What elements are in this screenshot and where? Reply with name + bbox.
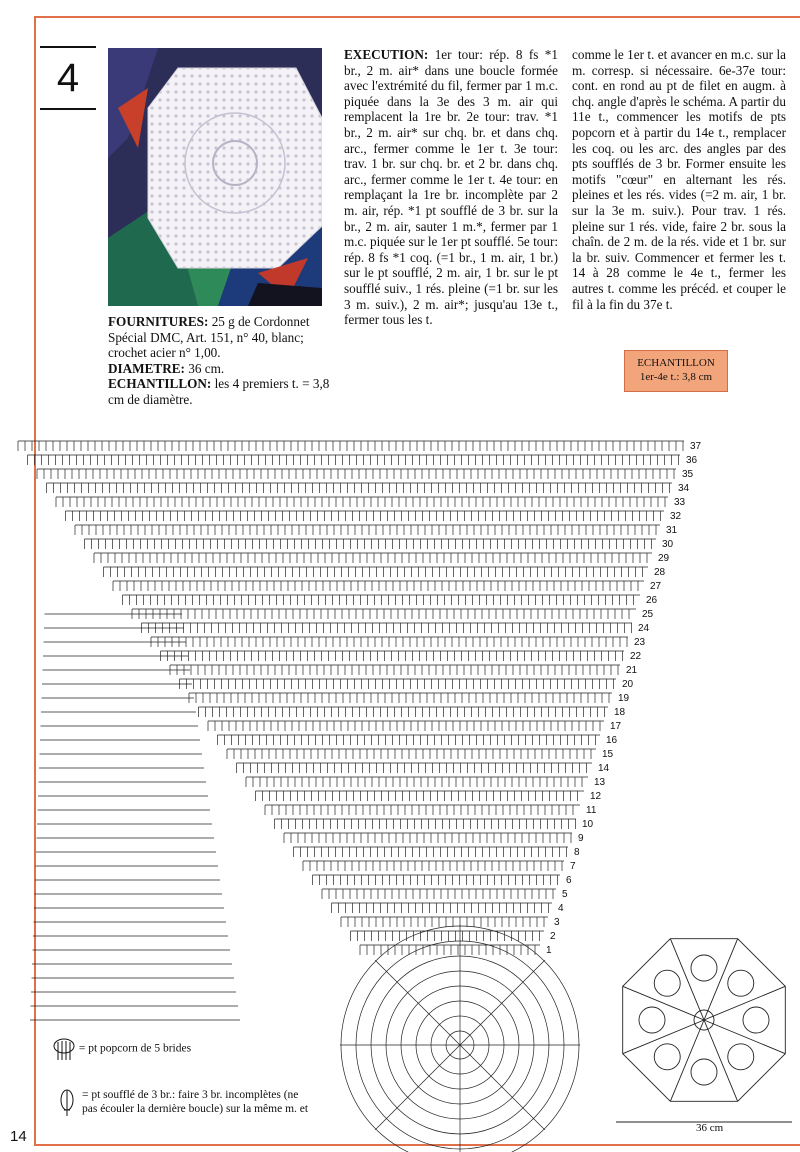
chart-row-number: 13: [594, 777, 606, 788]
page-number: 14: [10, 1128, 27, 1145]
execution-text-2: comme le 1er t. et avancer en m.c. sur la m. corresp. si nécessaire. 6e-37e tour: cont. en rond au pt de filet en augm. à chq. angle d'après le schéma. A partir du 11e t., commencer les motifs de pts popcorn et à partir du 14e t., remplacer les coq. ou les arc. des angles par des pts soufflés de 3 br. Former ensuite les motifs "cœur" en alternant les rés. pleines et les rés. vides (=2 m. air, 1 br. sur la 3e m. suiv.). Pour trav. 1 rés. pleine sur 1 rés. vide, faire 2 br. sous la chaîn. de 2 m. de la rés. vide et 1 br. sur la br. suiv. Commencer et fermer les t. 14 à 28 comme le 4e t., fermer les autres t. comme les précéd. et couper le fil à la fin du 37e t.: [572, 47, 786, 312]
chart-row-number: 33: [674, 497, 686, 508]
doily-schematic: [612, 926, 796, 1126]
chart-row-number: 2: [550, 931, 556, 942]
chart-row-number: 19: [618, 693, 630, 704]
chart-row-number: 8: [574, 847, 580, 858]
execution-column-2: [572, 47, 786, 312]
chart-row-number: 31: [666, 525, 678, 536]
sample-box-title: ECHANTILLON: [637, 357, 715, 369]
chart-row-number: 10: [582, 819, 594, 830]
schematic-heart-motif: [691, 1059, 717, 1085]
chart-row-number: 32: [670, 511, 682, 522]
echantillon-label: ECHANTILLON:: [108, 376, 212, 391]
fournitures-text: 25 g de Cordonnet Spécial DMC, Art. 151, n° 40, blanc; crochet acier n° 1,00.: [108, 314, 310, 360]
chart-row-number: 12: [590, 791, 602, 802]
schematic-heart-motif: [654, 970, 680, 996]
chart-row-number: 9: [578, 833, 584, 844]
schematic-heart-motif: [654, 1044, 680, 1070]
chart-row-number: 7: [570, 861, 576, 872]
legend-souffle-line2: pas écouler la dernière boucle) sur la même m. et: [82, 1103, 309, 1115]
chart-row-number: 34: [678, 483, 690, 494]
pattern-number: 4: [40, 46, 96, 110]
frame-top-line: [34, 16, 800, 18]
chart-row-number: 37: [690, 441, 702, 452]
legend-popcorn-text: = pt popcorn de 5 brides: [78, 1042, 192, 1055]
chart-row-number: 35: [682, 469, 694, 480]
chart-row-number: 25: [642, 609, 654, 620]
popcorn-stitch-icon: [52, 1036, 76, 1062]
chart-row-number: 1: [546, 945, 552, 956]
execution-column-1: [344, 47, 558, 328]
dimension-label: 36 cm: [696, 1122, 724, 1134]
schematic-heart-motif: [691, 955, 717, 981]
chart-row-number: 6: [566, 875, 572, 886]
chart-row-number: 18: [614, 707, 626, 718]
puff-stitch-icon: [58, 1088, 76, 1118]
schematic-heart-motif: [639, 1007, 665, 1033]
doily-photo: [108, 48, 322, 306]
chart-row-number: 14: [598, 763, 610, 774]
chart-row-number: 20: [622, 679, 634, 690]
chart-row-number: 26: [646, 595, 658, 606]
legend-souffle: [58, 1088, 308, 1118]
chart-row-number: 28: [654, 567, 666, 578]
legend-souffle-line1: = pt soufflé de 3 br.: faire 3 br. incomplètes (ne: [82, 1089, 299, 1101]
chart-row-number: 17: [610, 721, 622, 732]
schematic-heart-motif: [728, 970, 754, 996]
execution-label: EXECUTION:: [344, 47, 429, 62]
chart-row-number: 3: [554, 917, 560, 928]
fournitures-label: FOURNITURES:: [108, 314, 209, 329]
chart-row-number: 5: [562, 889, 568, 900]
chart-row-number: 4: [558, 903, 564, 914]
diametre-label: DIAMETRE:: [108, 360, 185, 376]
chart-row-number: 15: [602, 749, 614, 760]
chart-row-number: 27: [650, 581, 662, 592]
chart-row-number: 11: [586, 805, 597, 816]
chart-row-number: 24: [638, 623, 650, 634]
chart-row-number: 16: [606, 735, 618, 746]
diametre-text: 36 cm.: [184, 360, 225, 376]
chart-row-number: 30: [662, 539, 674, 550]
schematic-heart-motif: [728, 1044, 754, 1070]
execution-text-1: 1er tour: rép. 8 fs *1 br., 2 m. air* dans une boucle formée avec l'extrémité du fil, fermer par 1 m.c. piquée dans la 3e des 3 m. air qui remplacent la 1re br. 2e tour: trav. *1 br., 2 m. air* sur chq. br. et dans chq. arc., fermer comme le 1er t. 3e tour: trav. 1 br. sur chq. br. et 2 br. dans chq. arc., fermer comme le 1er t. 4e tour: en remplaçant la 1re br. incomplète par 2 m. air, rép. *1 pt soufflé de 3 br. sur la br., 2 m. air, sauter 1 m.*, fermer par 1 m.c. piquée sur le 1er pt soufflé. 5e tour: rép. 8 fs *1 coq. (=1 br., 1 m. air, 1 br.) sur le pt soufflé, 2 m. air, 1 br. sur le pt soufflé suiv., 1 rés. pleine (=1 br. sur les 3 m. suiv.), 2 m. air*; jusqu'au 13e t., fermer tous les t.: [344, 47, 558, 328]
chart-row-number: 36: [686, 455, 698, 466]
echantillon-text: les 4 premiers t. = 3,8 cm de diamètre.: [108, 376, 330, 407]
schematic-heart-motif: [743, 1007, 769, 1033]
chart-row-number: 29: [658, 553, 670, 564]
chart-row-number: 22: [630, 651, 642, 662]
sample-box-value: 1er-4e t.: 3,8 cm: [639, 371, 713, 383]
sample-box: [624, 350, 728, 392]
chart-row-number: 21: [626, 665, 638, 676]
legend-popcorn: [52, 1036, 191, 1062]
chart-row-number: 23: [634, 637, 646, 648]
supplies-block: [108, 314, 334, 407]
